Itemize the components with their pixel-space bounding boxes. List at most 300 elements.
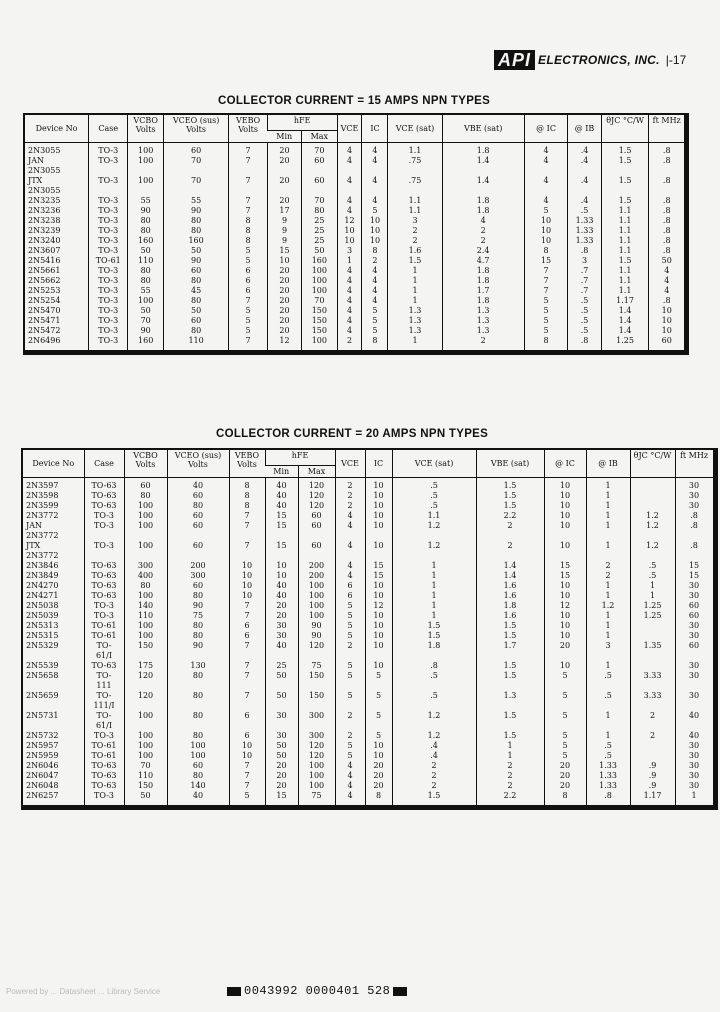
table-cell: 10 <box>365 491 392 501</box>
table-cell: .7 <box>568 266 601 276</box>
table-cell: 70 <box>302 142 337 156</box>
table-cell: 5 <box>365 731 392 741</box>
table-row <box>22 581 715 591</box>
table-cell: 1 <box>586 591 630 601</box>
table-cell: 120 <box>298 501 335 511</box>
table-cell: 30 <box>675 771 715 781</box>
table-cell: 70 <box>128 316 163 326</box>
table-cell: 5 <box>544 671 586 681</box>
table-cell: 40 <box>265 477 298 491</box>
table-cell: 100 <box>298 771 335 781</box>
table-cell: TO-3 <box>88 246 128 256</box>
table-row <box>22 601 715 611</box>
table-row <box>24 236 687 246</box>
table-cell: .8 <box>586 791 630 808</box>
table-cell: 70 <box>163 176 229 186</box>
table-cell: 8 <box>229 236 267 246</box>
table-cell: 10 <box>265 571 298 581</box>
table-cell: .5 <box>586 691 630 701</box>
table-cell: TO-3 <box>88 336 128 353</box>
table-cell <box>630 681 675 691</box>
table-cell: 10 <box>365 501 392 511</box>
table-cell: 7 <box>229 336 267 353</box>
table-cell: 1.33 <box>586 781 630 791</box>
table-cell: 4 <box>335 781 365 791</box>
table-cell: 4 <box>335 761 365 771</box>
col-at-ib: @ IB <box>568 114 601 142</box>
table-row <box>22 631 715 641</box>
table-cell: 2N5731 <box>26 710 59 720</box>
table-cell: 5 <box>544 731 586 741</box>
table-cell: 1.17 <box>630 791 675 808</box>
table-row <box>22 621 715 631</box>
table-row <box>22 681 715 691</box>
table-cell: 300 <box>167 571 229 581</box>
table-cell <box>335 531 365 541</box>
table-cell: TO-3 <box>84 731 124 741</box>
table-cell <box>675 681 715 691</box>
table1-title: COLLECTOR CURRENT = 15 AMPS NPN TYPES <box>218 95 491 107</box>
table-cell: 150 <box>302 316 337 326</box>
col-ft: ft MHz <box>649 114 687 142</box>
table-cell: 50 <box>265 691 298 701</box>
table-row <box>22 501 715 511</box>
table-cell: 20 <box>544 771 586 781</box>
table-cell <box>586 531 630 541</box>
table-cell: 4 <box>524 156 568 166</box>
table-cell <box>124 721 167 731</box>
table-cell: 70 <box>163 156 229 166</box>
table-cell: 1.33 <box>568 236 601 246</box>
table-cell <box>675 651 715 661</box>
table-cell: 1.2 <box>630 511 675 521</box>
table-cell: 60 <box>167 581 229 591</box>
table-cell <box>524 166 568 176</box>
table-cell: 3.33 <box>630 691 675 701</box>
table-cell <box>84 551 124 561</box>
table-cell: 40 <box>265 491 298 501</box>
table-cell: 5 <box>229 256 267 266</box>
table-cell: 4.7 <box>442 256 524 266</box>
table-cell: .8 <box>649 226 687 236</box>
table-cell: 40 <box>167 477 229 491</box>
table-cell <box>167 531 229 541</box>
table-cell: 80 <box>124 491 167 501</box>
table-cell <box>335 721 365 731</box>
table-cell <box>267 186 301 196</box>
table-cell: 4 <box>337 196 362 206</box>
table-cell <box>229 651 265 661</box>
table-cell: 2N3846 <box>26 560 59 570</box>
table-row <box>24 156 687 166</box>
table-row <box>22 477 715 491</box>
table-cell: 1.5 <box>476 661 544 671</box>
table-cell: 20 <box>365 761 392 771</box>
table-cell: 2N6257 <box>26 790 59 800</box>
table-cell: 100 <box>124 631 167 641</box>
table-cell: 50 <box>163 306 229 316</box>
col-hfe-max: Max <box>302 130 337 142</box>
table-cell: 15 <box>265 791 298 808</box>
table-cell <box>630 741 675 751</box>
table-cell <box>362 186 388 196</box>
table-cell: TO-3 <box>84 511 124 521</box>
table-cell: 10 <box>362 216 388 226</box>
table-cell: 2 <box>476 761 544 771</box>
table-cell: 1.1 <box>601 226 649 236</box>
table-cell: 10 <box>229 751 265 761</box>
table-cell: 2N5539 <box>26 660 59 670</box>
table-cell: 30 <box>675 691 715 701</box>
table-cell <box>630 651 675 661</box>
table-cell: 1 <box>586 731 630 741</box>
table-row <box>22 671 715 681</box>
table-cell: 1.6 <box>476 581 544 591</box>
table-cell: 1 <box>392 591 476 601</box>
table-cell: 60 <box>163 266 229 276</box>
table-cell: .5 <box>630 561 675 571</box>
table-cell: 2 <box>442 226 524 236</box>
table-cell: 25 <box>302 216 337 226</box>
table-cell: 60 <box>302 176 337 186</box>
table-cell: 45 <box>163 286 229 296</box>
table-cell <box>544 551 586 561</box>
table-cell: 15 <box>265 521 298 531</box>
table-cell <box>22 721 84 731</box>
table-cell: 60 <box>124 477 167 491</box>
table-cell: 2N3598 <box>26 490 59 500</box>
table-cell: 4 <box>362 196 388 206</box>
table-20-amps <box>21 448 718 810</box>
table-cell: 100 <box>124 621 167 631</box>
table-cell: 80 <box>163 216 229 226</box>
table-cell: 7 <box>229 601 265 611</box>
table-cell: 2 <box>392 761 476 771</box>
table-cell: 2 <box>630 731 675 741</box>
table-cell <box>365 651 392 661</box>
table-cell: 20 <box>544 761 586 771</box>
col-theta-jc: θJC °C/W <box>630 449 675 477</box>
col-theta-jc: θJC °C/W <box>601 114 649 142</box>
table-cell: 5 <box>229 246 267 256</box>
table-cell: 7 <box>229 176 267 186</box>
table-cell: 30 <box>675 751 715 761</box>
col-vbe-sat: VBE (sat) <box>476 449 544 477</box>
table-cell: 111 <box>84 681 124 691</box>
table-cell <box>630 721 675 731</box>
table-cell: 120 <box>124 691 167 701</box>
table-cell: 1.8 <box>442 296 524 306</box>
table-cell: 9 <box>267 236 301 246</box>
table-cell: 5 <box>335 631 365 641</box>
table-cell: 4 <box>337 286 362 296</box>
table-cell: 15 <box>675 571 715 581</box>
table-cell: 10 <box>337 226 362 236</box>
table-cell: 30 <box>265 731 298 741</box>
table-cell: 5 <box>544 711 586 721</box>
table-cell: 140 <box>167 781 229 791</box>
table-cell: 40 <box>265 501 298 511</box>
table-cell: TO-3 <box>88 196 128 206</box>
table-cell: 1 <box>392 561 476 571</box>
table-cell <box>267 166 301 176</box>
table-cell: 100 <box>124 521 167 531</box>
table-cell: 90 <box>167 641 229 651</box>
table-row <box>22 711 715 721</box>
table-cell: 2 <box>335 711 365 721</box>
table-cell: 6 <box>229 621 265 631</box>
table-row <box>24 266 687 276</box>
table-cell: .4 <box>392 751 476 761</box>
table-row <box>22 761 715 771</box>
table-cell <box>649 186 687 196</box>
table-cell: 60 <box>675 641 715 651</box>
table-cell <box>630 621 675 631</box>
table-cell: TO-3 <box>88 306 128 316</box>
table-cell: .8 <box>649 176 687 186</box>
table-cell: 2N3240 <box>28 235 61 245</box>
table-cell: 2 <box>362 256 388 266</box>
table-cell: 10 <box>229 591 265 601</box>
table-cell: .8 <box>675 541 715 551</box>
table-cell <box>335 651 365 661</box>
table-row <box>24 216 687 226</box>
table-cell: 5 <box>335 661 365 671</box>
table-cell: 10 <box>362 226 388 236</box>
table-cell: 2N3235 <box>28 195 61 205</box>
table-cell: 1.1 <box>601 286 649 296</box>
table-cell: TO-63 <box>84 571 124 581</box>
table-cell: 2N5732 <box>26 730 59 740</box>
table-cell <box>476 531 544 541</box>
table-cell: 12 <box>365 601 392 611</box>
table-cell: 15 <box>544 571 586 581</box>
table-cell: .4 <box>568 176 601 186</box>
table-cell: 1 <box>388 286 442 296</box>
table-cell <box>675 701 715 711</box>
table-row <box>24 316 687 326</box>
table-cell: 5 <box>362 206 388 216</box>
table-cell: TO-61 <box>84 631 124 641</box>
table-cell: 110 <box>128 256 163 266</box>
table-cell <box>22 651 84 661</box>
table-cell <box>298 651 335 661</box>
table-cell: 20 <box>267 326 301 336</box>
table-cell: 2N5661 <box>28 265 61 275</box>
table-cell: 5 <box>524 326 568 336</box>
table-cell: 8 <box>362 246 388 256</box>
table-cell: 1.5 <box>476 671 544 681</box>
table-cell: TO-3 <box>88 286 128 296</box>
table-cell: 50 <box>265 751 298 761</box>
table-cell <box>630 491 675 501</box>
table-cell <box>229 721 265 731</box>
table-cell: 1 <box>586 661 630 671</box>
table-cell: 5 <box>524 316 568 326</box>
col-vce: VCE <box>335 449 365 477</box>
table-row <box>24 286 687 296</box>
table2-title: COLLECTOR CURRENT = 20 AMPS NPN TYPES <box>216 428 489 440</box>
table-cell <box>298 701 335 711</box>
table-cell: 2N3772 <box>26 550 59 560</box>
table-cell <box>630 751 675 761</box>
table-cell: 1 <box>476 751 544 761</box>
table-cell: 1 <box>388 276 442 286</box>
table-cell: 1.5 <box>392 621 476 631</box>
col-vce: VCE <box>337 114 362 142</box>
table-cell: .9 <box>630 761 675 771</box>
col-at-ic: @ IC <box>544 449 586 477</box>
table-cell: 4 <box>335 791 365 808</box>
table-row <box>22 491 715 501</box>
table-cell: 100 <box>302 336 337 353</box>
table-cell: 120 <box>298 741 335 751</box>
table-cell: 6 <box>335 591 365 601</box>
table-row <box>22 641 715 651</box>
table-cell <box>476 551 544 561</box>
table-cell: 2N5253 <box>28 285 61 295</box>
table-cell: .75 <box>388 176 442 186</box>
table-cell: 80 <box>128 226 163 236</box>
table-cell: .8 <box>568 336 601 353</box>
table-cell: 8 <box>544 791 586 808</box>
table-cell: 2N3599 <box>26 500 59 510</box>
table-cell: 200 <box>298 561 335 571</box>
table-cell: 10 <box>544 661 586 671</box>
col-hfe-max: Max <box>298 465 335 477</box>
col-ic: IC <box>365 449 392 477</box>
table-cell: 110 <box>124 611 167 621</box>
table-cell: 1.1 <box>388 206 442 216</box>
table-cell: 10 <box>365 521 392 531</box>
table-row <box>24 256 687 266</box>
table-cell: 2N5470 <box>28 305 61 315</box>
table-cell: 50 <box>124 791 167 808</box>
table-cell: 120 <box>298 491 335 501</box>
table-cell <box>392 651 476 661</box>
table-cell: 60 <box>167 491 229 501</box>
table-cell <box>586 651 630 661</box>
table-cell: .8 <box>649 206 687 216</box>
table-cell: .4 <box>568 156 601 166</box>
table-cell: 100 <box>124 711 167 721</box>
table-cell: .5 <box>392 691 476 701</box>
table-cell: 60 <box>298 521 335 531</box>
table-cell: 9 <box>267 226 301 236</box>
table-cell: 80 <box>167 711 229 721</box>
table-cell: TO-63 <box>84 561 124 571</box>
table-cell: 75 <box>298 791 335 808</box>
table-cell: 2N5658 <box>26 670 59 680</box>
table-cell <box>337 186 362 196</box>
table-cell: TO-3 <box>88 316 128 326</box>
table-cell: 10 <box>524 236 568 246</box>
table-cell: 90 <box>298 621 335 631</box>
table-cell: 4 <box>337 276 362 286</box>
table-cell <box>601 186 649 196</box>
table-cell: 4 <box>337 142 362 156</box>
table-cell: 1.1 <box>601 216 649 226</box>
table-cell: 30 <box>675 671 715 681</box>
page-footer <box>6 984 714 998</box>
table-cell: 2N3055 <box>28 145 61 155</box>
table-cell: 4 <box>337 316 362 326</box>
table-cell: 1.4 <box>476 571 544 581</box>
table-cell: 7 <box>229 521 265 531</box>
table-cell <box>302 166 337 176</box>
table-cell: .5 <box>392 671 476 681</box>
table-cell: 40 <box>265 641 298 651</box>
table-cell: 1.2 <box>630 541 675 551</box>
table-cell: TO-3 <box>88 156 128 166</box>
table-cell: 1 <box>630 581 675 591</box>
table-row <box>22 551 715 561</box>
table-cell: 7 <box>524 286 568 296</box>
table-cell <box>630 631 675 641</box>
table-cell <box>298 681 335 691</box>
table-cell: 60 <box>675 611 715 621</box>
table-cell: TO-63 <box>84 477 124 491</box>
table-cell <box>337 166 362 176</box>
table-cell: 10 <box>544 501 586 511</box>
table-cell: 10 <box>229 561 265 571</box>
table-cell <box>388 166 442 176</box>
table-cell: 1.1 <box>388 196 442 206</box>
table-cell: 80 <box>124 581 167 591</box>
table-cell <box>675 531 715 541</box>
table-cell: .9 <box>630 771 675 781</box>
table-cell: 2.2 <box>476 791 544 808</box>
table-cell <box>392 551 476 561</box>
table-cell <box>568 186 601 196</box>
table-cell: 7 <box>229 296 267 306</box>
table-cell <box>630 701 675 711</box>
table-cell: TO-61 <box>84 621 124 631</box>
table-cell: 100 <box>302 286 337 296</box>
table-cell <box>124 681 167 691</box>
table-cell: 300 <box>298 711 335 721</box>
footer-faint-text: Powered by ... Datasheet ... Library Service <box>6 986 161 996</box>
table-cell: 20 <box>265 601 298 611</box>
col-ic: IC <box>362 114 388 142</box>
table-cell: TO-3 <box>84 541 124 551</box>
table-cell: 4 <box>362 296 388 306</box>
table-cell: TO-3 <box>88 276 128 286</box>
table-cell: .8 <box>568 246 601 256</box>
table-cell <box>442 186 524 196</box>
table-cell: 7 <box>229 206 267 216</box>
table-cell: 60 <box>167 761 229 771</box>
table-cell: 10 <box>544 541 586 551</box>
table-cell: 80 <box>167 591 229 601</box>
table-row <box>24 276 687 286</box>
footer-bar-mark <box>393 987 407 996</box>
table-cell: 10 <box>524 216 568 226</box>
table-cell: .5 <box>630 571 675 581</box>
table-cell: 4 <box>524 142 568 156</box>
table-cell: TO-3 <box>88 206 128 216</box>
table-cell: 15 <box>265 511 298 521</box>
table-row <box>22 661 715 671</box>
table-cell: 4 <box>337 306 362 316</box>
table-cell: 30 <box>675 621 715 631</box>
table-cell: 5 <box>524 206 568 216</box>
table-cell: 1 <box>586 511 630 521</box>
table-row <box>24 336 687 353</box>
table-cell: 1.1 <box>388 142 442 156</box>
table-cell: .5 <box>586 741 630 751</box>
table-cell: 10 <box>267 256 301 266</box>
